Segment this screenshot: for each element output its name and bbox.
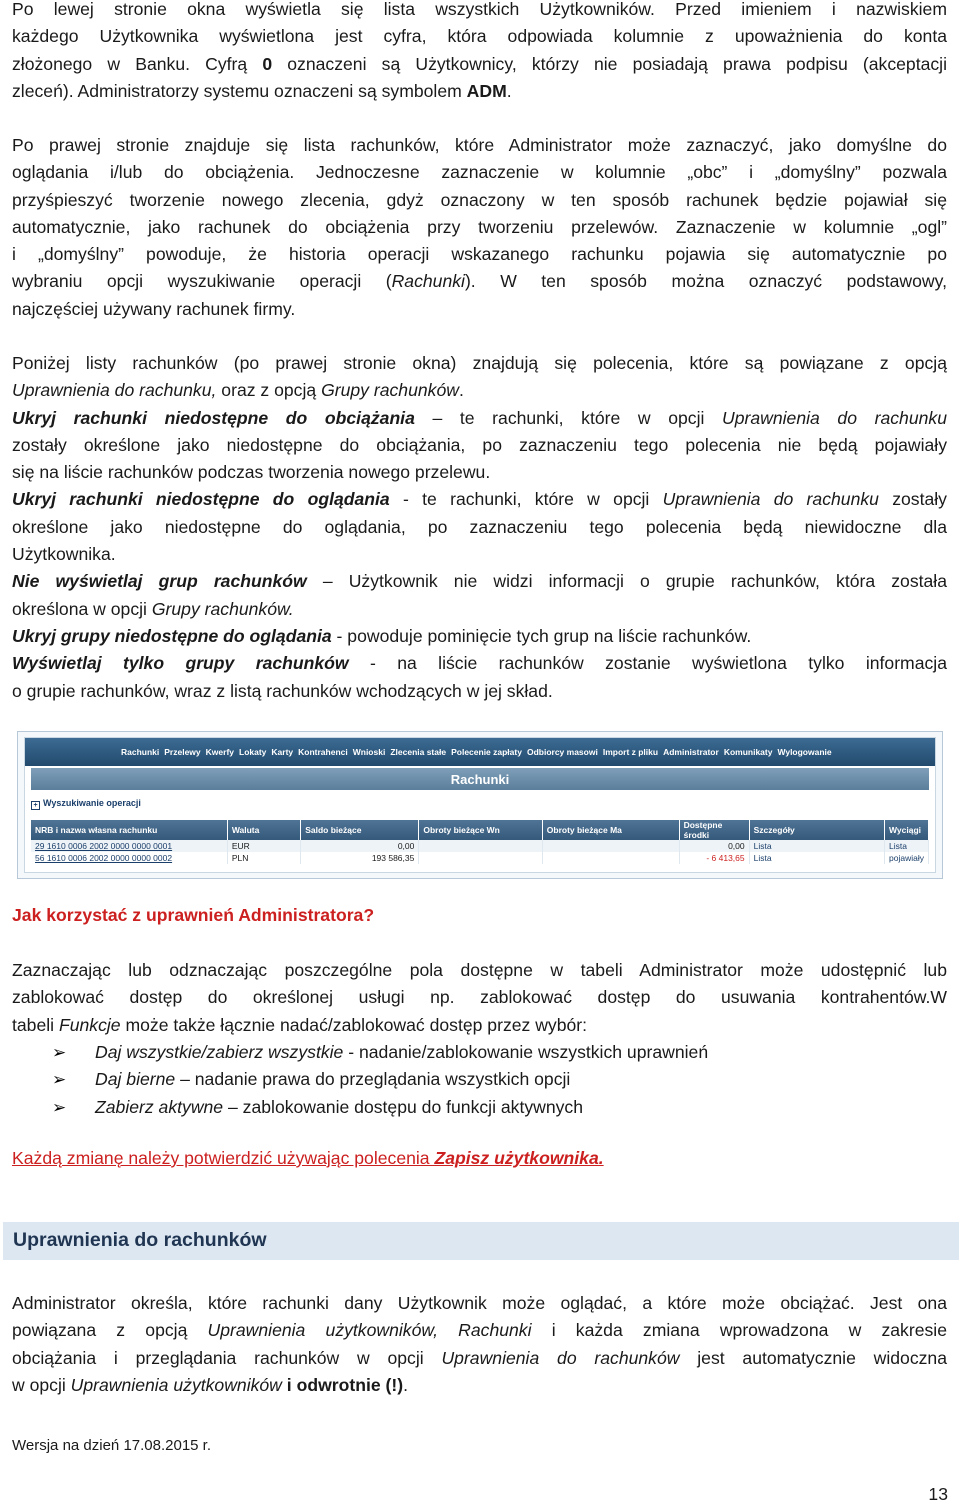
- section-title: Uprawnienia do rachunków: [13, 1229, 267, 1251]
- menu-item[interactable]: Import z pliku: [602, 747, 659, 757]
- options-list: [52, 1039, 708, 1121]
- command-hide-unviewable-groups: Ukryj grupy niedostępne do oglądania - powoduje pominięcie tych grup na liście rachunków.: [12, 625, 752, 646]
- section-header: [3, 1222, 959, 1260]
- list-item: ➢ Daj wszystkie/zabierz wszystkie - nadanie/zablokowanie wszystkich uprawnień: [52, 1039, 708, 1066]
- arrow-bullet-icon: ➢: [52, 1070, 67, 1090]
- arrow-bullet-icon: ➢: [52, 1097, 67, 1117]
- column-header: Obroty bieżące Ma: [542, 820, 679, 840]
- menu-item[interactable]: Administrator: [663, 747, 719, 757]
- command-hide-unchargeable: Ukryj rachunki niedostępne do obciążania – te rachunki, które w opcji Uprawnienia do rachunku: [12, 407, 947, 428]
- column-header: Szczegóły: [749, 820, 884, 840]
- table-row: 56 1610 0006 2002 0000 0000 0002 PLN 193 586,35 - 6 413,65 Lista pojawiały: [31, 852, 929, 864]
- version-footer: Wersja na dzień 17.08.2015 r.: [12, 1437, 212, 1454]
- list-item: ➢ Zabierz aktywne – zablokowanie dostępu do funkcji aktywnych: [52, 1094, 708, 1121]
- column-header: Wyciągi: [885, 820, 929, 840]
- column-header: Waluta: [227, 820, 300, 840]
- paragraph-admin-usage: Zaznaczając lub odznaczając poszczególne pola dostępne w tabeli Administrator może udostępnić lub zablokować dostęp do określonej usługi np. zablokować dostęp do usuwania kontrahentów.W tabeli Funkcje może także łącznie nadać/zablokować dostęp przez wybór:: [12, 960, 947, 1035]
- accounts-screenshot: [17, 731, 943, 879]
- column-header: Dostępne środki: [679, 820, 749, 840]
- column-header: Obroty bieżące Wn: [419, 820, 542, 840]
- menu-item[interactable]: Zlecenia stałe: [390, 747, 447, 757]
- menu-item[interactable]: Wylogowanie: [777, 747, 832, 757]
- command-hide-groups: Nie wyświetlaj grup rachunków – Użytkownik nie widzi informacji o grupie rachunków, która została: [12, 571, 947, 592]
- column-header: Saldo bieżące: [301, 820, 419, 840]
- command-hide-unviewable: Ukryj rachunki niedostępne do oglądania - te rachunki, które w opcji Uprawnienia do rachunku zostały: [12, 489, 947, 510]
- menu-item[interactable]: Odbiorcy masowi: [526, 747, 598, 757]
- account-link[interactable]: 29 1610 0006 2002 0000 0000 0001: [31, 840, 227, 852]
- paragraph-accounts-list: Po prawej stronie znajduje się lista rachunków, które Administrator może zaznaczyć, jako domyślne do oglądania i/lub do obciążenia. Jednoczesne zaznaczenie w kolumnie „obc” i „domyślny” pozwala przyśpieszyć tworzenie nowego zlecenia, gdyż oznaczony w ten sposób rachunek będzie pojawiał się automatycznie, jako rachunek do obciążenia przy tworzeniu przelewów. Zaznaczenie w kolumnie „ogl” i „domyślny” powoduje, że historia operacji wskazanego rachunku pojawia się automatycznie po wybraniu opcji wyszukiwanie operacji (Rachunki). W ten sposób można oznaczyć podstawowy, najczęściej używany rachunek firmy.: [12, 135, 947, 319]
- panel-title: Rachunki: [31, 768, 929, 790]
- statements-link[interactable]: pojawiały: [885, 852, 929, 864]
- admin-heading: Jak korzystać z uprawnień Administratora?: [12, 905, 375, 925]
- list-item: ➢ Daj bierne – nadanie prawa do przeglądania wszystkich opcji: [52, 1066, 708, 1093]
- menu-item[interactable]: Kontrahenci: [298, 747, 348, 757]
- menu-item[interactable]: Polecenie zapłaty: [451, 747, 522, 757]
- menu-item[interactable]: Kwerfy: [205, 747, 234, 757]
- menu-item[interactable]: Komunikaty: [723, 747, 773, 757]
- menu-item[interactable]: Lokaty: [239, 747, 267, 757]
- search-operations-link[interactable]: + Wyszukiwanie operacji: [31, 798, 141, 810]
- menu-item[interactable]: Wnioski: [352, 747, 386, 757]
- menu-item[interactable]: Przelewy: [164, 747, 201, 757]
- account-link[interactable]: 56 1610 0006 2002 0000 0000 0002: [31, 852, 227, 864]
- command-show-only-groups: Wyświetlaj tylko grupy rachunków - na liście rachunków zostanie wyświetlona tylko informacja: [12, 653, 947, 674]
- menu-item[interactable]: Rachunki: [121, 747, 160, 757]
- statements-link[interactable]: Lista: [885, 840, 929, 852]
- save-note: Każdą zmianę należy potwierdzić używając polecenia Zapisz użytkownika.: [12, 1148, 604, 1168]
- paragraph-account-permissions: Administrator określa, które rachunki dany Użytkownik może oglądać, a które może obciążać. Jest ona powiązana z opcją Uprawnienia użytkowników, Rachunki i każda zmiana wprowadzona w zakresie obciążania i przeglądania rachunków w opcji Uprawnienia do rachunków jest automatycznie widoczna w opcji Uprawnienia użytkowników i odwrotnie (!).: [12, 1293, 947, 1395]
- details-link[interactable]: Lista: [749, 840, 884, 852]
- column-header: NRB i nazwa własna rachunku: [31, 820, 227, 840]
- paragraph-users-list: Po lewej stronie okna wyświetla się lista wszystkich Użytkowników. Przed imieniem i nazwiskiem każdego Użytkownika wyświetlona jest cyfra, która odpowiada kolumnie z upoważnienia do konta złożonego w Banku. Cyfrą 0 oznaczeni są Użytkownicy, którzy nie posiadają prawa podpisu (akceptacji zleceń). Administratorzy systemu oznaczeni są symbolem ADM.: [12, 0, 947, 101]
- details-link[interactable]: Lista: [749, 852, 884, 864]
- paragraph-commands: Poniżej listy rachunków (po prawej stronie okna) znajdują się polecenia, które są powiązane z opcją Uprawnienia do rachunku, oraz z opcją Grupy rachunków. Ukryj rachunki niedostępne do obciążania – te rachunki, które w opcji Uprawnienia do rachunku zostały określone jako niedostępne do obciążania, po zaznaczeniu tego polecenia nie będą pojawiały się na liście rachunków podczas tworzenia nowego przelewu. Ukryj rachunki niedostępne do oglądania - te rachunki, które w opcji Uprawnienia do rachunku zostały określone jako niedostępne do oglądania, po zaznaczeniu tego polecenia będą niewidoczne dla Użytkownika. Nie wyświetlaj grup rachunków – Użytkownik nie widzi informacji o grupie rachunków, która została określona w opcji Grupy rachunków. Ukryj grupy niedostępne do oglądania - powoduje pominięcie tych grup na liście rachunków. Wyświetlaj tylko grupy rachunków - na liście rachunków zostanie wyświetlona tylko informacja o grupie rachunków, wraz z listą rachunków wchodzących w jej skład.: [12, 353, 947, 701]
- table-row: 29 1610 0006 2002 0000 0000 0001 EUR 0,00 0,00 Lista Lista: [31, 840, 929, 852]
- menu-item[interactable]: Karty: [271, 747, 294, 757]
- expand-icon: +: [31, 801, 40, 810]
- arrow-bullet-icon: ➢: [52, 1043, 67, 1062]
- page-number: 13: [928, 1484, 948, 1504]
- top-menu: [25, 738, 935, 766]
- accounts-table: [31, 820, 929, 864]
